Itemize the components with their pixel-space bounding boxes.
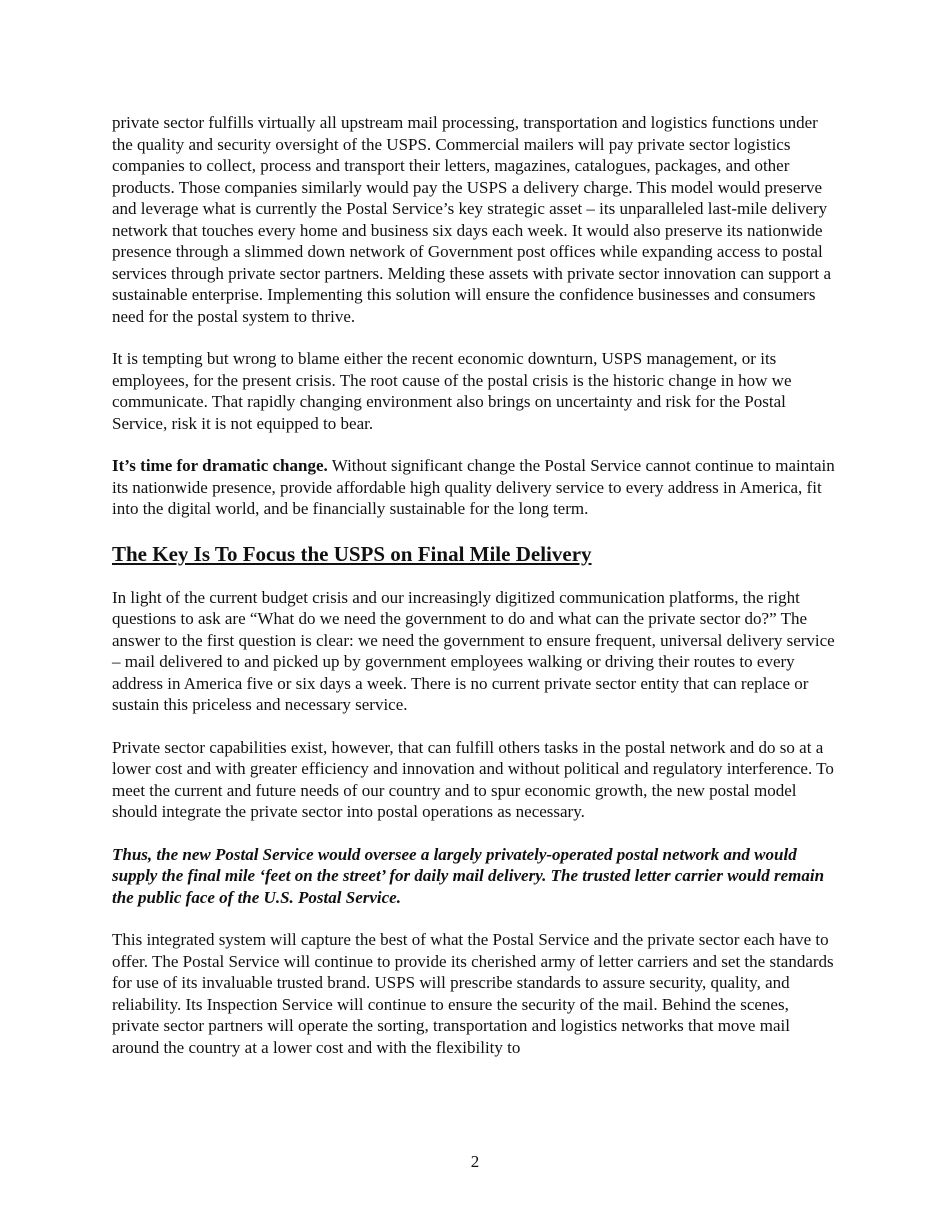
- document-page: [112, 112, 840, 1079]
- paragraph-new-postal-service: Thus, the new Postal Service would oversee a largely privately-operated postal network and would supply the final mile ‘feet on the street’ for daily mail delivery. The trusted letter carrier would remain the public face of the U.S. Postal Service.: [112, 844, 825, 907]
- paragraph-integrated-system: This integrated system will capture the best of what the Postal Service and the private sector each have to offer. The Postal Service will continue to provide its cherished army of letter carriers and set the standards for use of its invaluable trusted brand. USPS will prescribe standards to assure security, quality, and reliability. Its Inspection Service will continue to ensure the security of the mail. Behind the scenes, private sector partners will operate the sorting, transportation and logistics networks that move mail around the country at a lower cost and with the flexibility to: [112, 930, 834, 1057]
- paragraph-right-questions: In light of the current budget crisis and our increasingly digitized communication platforms, the right questions to ask are “What do we need the government to do and what can the private sector do?” The answer to the first question is clear: we need the government to ensure frequent, universal delivery service – mail delivered to and picked up by government employees walking or driving their routes to every address in America five or six days a week. There is no current private sector entity that can replace or sustain this priceless and necessary service.: [112, 587, 835, 714]
- page-number: 2: [470, 1152, 480, 1171]
- section-heading: The Key Is To Focus the USPS on Final Mile Delivery: [112, 541, 592, 566]
- paragraph-private-sector-model: private sector fulfills virtually all upstream mail processing, transportation and logistics functions under the quality and security oversight of the USPS. Commercial mailers will pay private sector logistics companies to collect, process and transport their letters, magazines, catalogues, packages, and other products. Those companies similarly would pay the USPS a delivery charge. This model would preserve and leverage what is currently the Postal Service’s key strategic asset – its unparalleled last-mile delivery network that touches every home and business six days each week. It would also preserve its nationwide presence through a slimmed down network of Government post offices while expanding access to postal services through private sector partners. Melding these assets with private sector innovation can support a sustainable enterprise. Implementing this solution will ensure the confidence businesses and consumers need for the postal system to thrive.: [112, 113, 831, 326]
- paragraph-crisis-cause: It is tempting but wrong to blame either the recent economic downturn, USPS management, or its employees, for the present crisis. The root cause of the postal crisis is the historic change in how we communicate. That rapidly changing environment also brings on uncertainty and risk for the Postal Service, risk it is not equipped to bear.: [112, 349, 792, 433]
- paragraph-body-text: Without significant change the Postal Service cannot continue to maintain its nationwide presence, provide affordable high quality delivery service to every address in America, fit into the digital world, and be financially sustainable for the long term.: [112, 456, 835, 518]
- paragraph-dramatic-change: [112, 455, 840, 520]
- paragraph-private-capabilities: Private sector capabilities exist, however, that can fulfill others tasks in the postal network and do so at a lower cost and with greater efficiency and innovation and without political and regulatory interference. To meet the current and future needs of our country and to spur economic growth, the new postal model should integrate the private sector into postal operations as necessary.: [112, 737, 834, 821]
- paragraph-lead-text: It’s time for dramatic change.: [112, 456, 328, 475]
